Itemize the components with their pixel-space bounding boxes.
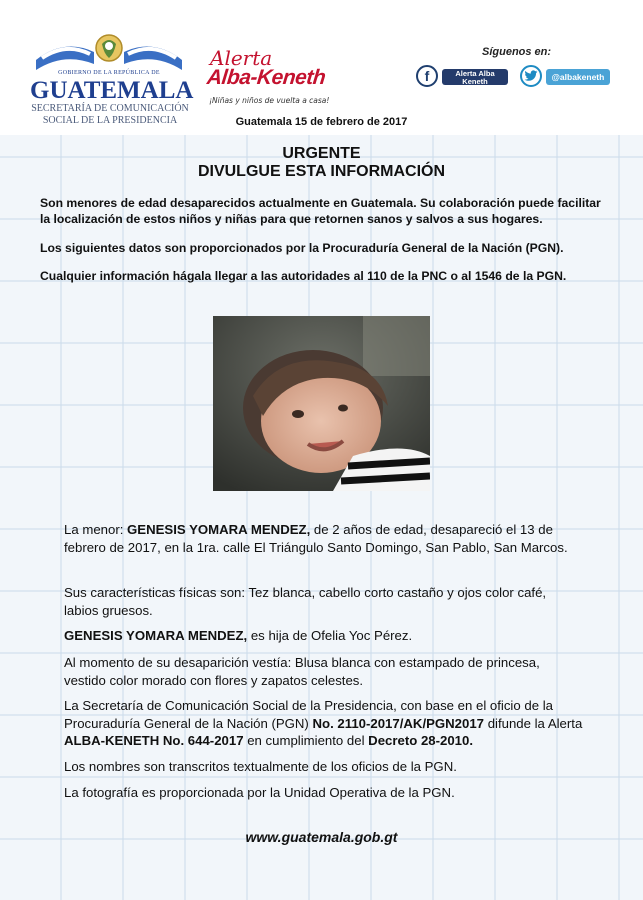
facebook-icon[interactable]: f xyxy=(416,65,438,87)
missing-child-photo xyxy=(213,316,430,491)
alerta-number: ALBA-KENETH No. 644-2017 xyxy=(64,733,244,748)
publication-date: Guatemala 15 de febrero de 2017 xyxy=(235,116,408,128)
guatemala-wordmark: GUATEMALA xyxy=(30,77,194,104)
child-name: GENESIS YOMARA MENDEZ, xyxy=(127,522,311,537)
guatemala-government-logo xyxy=(30,22,194,127)
page-title xyxy=(0,145,643,181)
secretaria-label-line1: SECRETARÍA DE COMUNICACIÓN xyxy=(31,103,189,114)
case-prefix: La menor: xyxy=(64,522,128,537)
facebook-link-line1: Alerta Alba xyxy=(455,69,495,78)
p5-text-c: en cumplimiento del xyxy=(243,733,369,748)
case-paragraph-4: Al momento de su desaparición vestía: Blusa blanca con estampado de princesa, vestido color morado con flores y zapatos celestes. xyxy=(64,655,540,688)
intro-paragraph-2: Los siguientes datos son proporcionados por la Procuraduría General de la Nación (PGN). xyxy=(40,241,564,255)
secretaria-label-line2: SOCIAL DE LA PRESIDENCIA xyxy=(42,115,178,126)
twitter-bird-icon xyxy=(524,70,538,82)
alerta-alba-keneth-logo xyxy=(207,46,337,111)
decreto-number: Decreto 28-2010. xyxy=(368,733,474,748)
case-paragraph-2: Sus características físicas son: Tez blanca, cabello corto castaño y ojos color café, labios gruesos. xyxy=(64,585,547,618)
title-line2: DIVULGUE ESTA INFORMACIÓN xyxy=(197,163,446,180)
website-link[interactable]: www.guatemala.gob.gt xyxy=(245,829,398,845)
case-paragraph-5 xyxy=(64,697,584,750)
child-name-2: GENESIS YOMARA MENDEZ, xyxy=(64,628,248,643)
facebook-link-line2: Keneth xyxy=(462,76,488,86)
p5-text-a: La Secretaría de Comunicación Social de la Presidencia, con base en el oficio de la Procuraduría General de la Nación (PGN) xyxy=(64,698,553,731)
alba-keneth-word: Alba-Keneth xyxy=(205,66,327,89)
follow-label: Síguenos en: xyxy=(482,46,552,58)
p5-text-b: difunde la Alerta xyxy=(484,715,583,731)
intro-paragraph-1: Son menores de edad desaparecidos actualmente en Guatemala. Su colaboración puede facilitar la localización de estos niños y niñas para que retornen sanos y salvos a sus hogares. xyxy=(40,196,601,226)
child-photo-illustration xyxy=(213,316,430,491)
facebook-link[interactable] xyxy=(442,69,508,85)
twitter-link[interactable]: @albakeneth xyxy=(546,69,610,85)
title-line1: URGENTE xyxy=(282,145,361,162)
case-paragraph-7: La fotografía es proporcionada por la Unidad Operativa de la PGN. xyxy=(64,785,455,800)
case-paragraph-3 xyxy=(64,627,584,645)
guatemala-flag-emblem-icon xyxy=(34,30,184,70)
parent-info: es hija de Ofelia Yoc Pérez. xyxy=(247,628,413,643)
case-paragraph-1 xyxy=(64,521,584,556)
alerta-tagline: ¡Niñas y niños de vuelta a casa! xyxy=(209,96,330,105)
alerta-word: Alerta xyxy=(210,46,273,70)
case-details: de 2 años de edad, desapareció el 13 de febrero de 2017, en la 1ra. calle El Triángulo Santo Domingo, San Pablo, San Marcos. xyxy=(64,522,568,555)
oficio-number: No. 2110-2017/AK/PGN2017 xyxy=(312,715,485,731)
case-paragraph-6: Los nombres son transcritos textualmente de los oficios de la PGN. xyxy=(64,759,457,774)
gobierno-label: GOBIERNO DE LA REPÚBLICA DE xyxy=(58,70,160,76)
twitter-icon[interactable] xyxy=(520,65,542,87)
intro-paragraph-3: Cualquier información hágala llegar a las autoridades al 110 de la PNC o al 1546 de la PGN. xyxy=(40,269,567,283)
